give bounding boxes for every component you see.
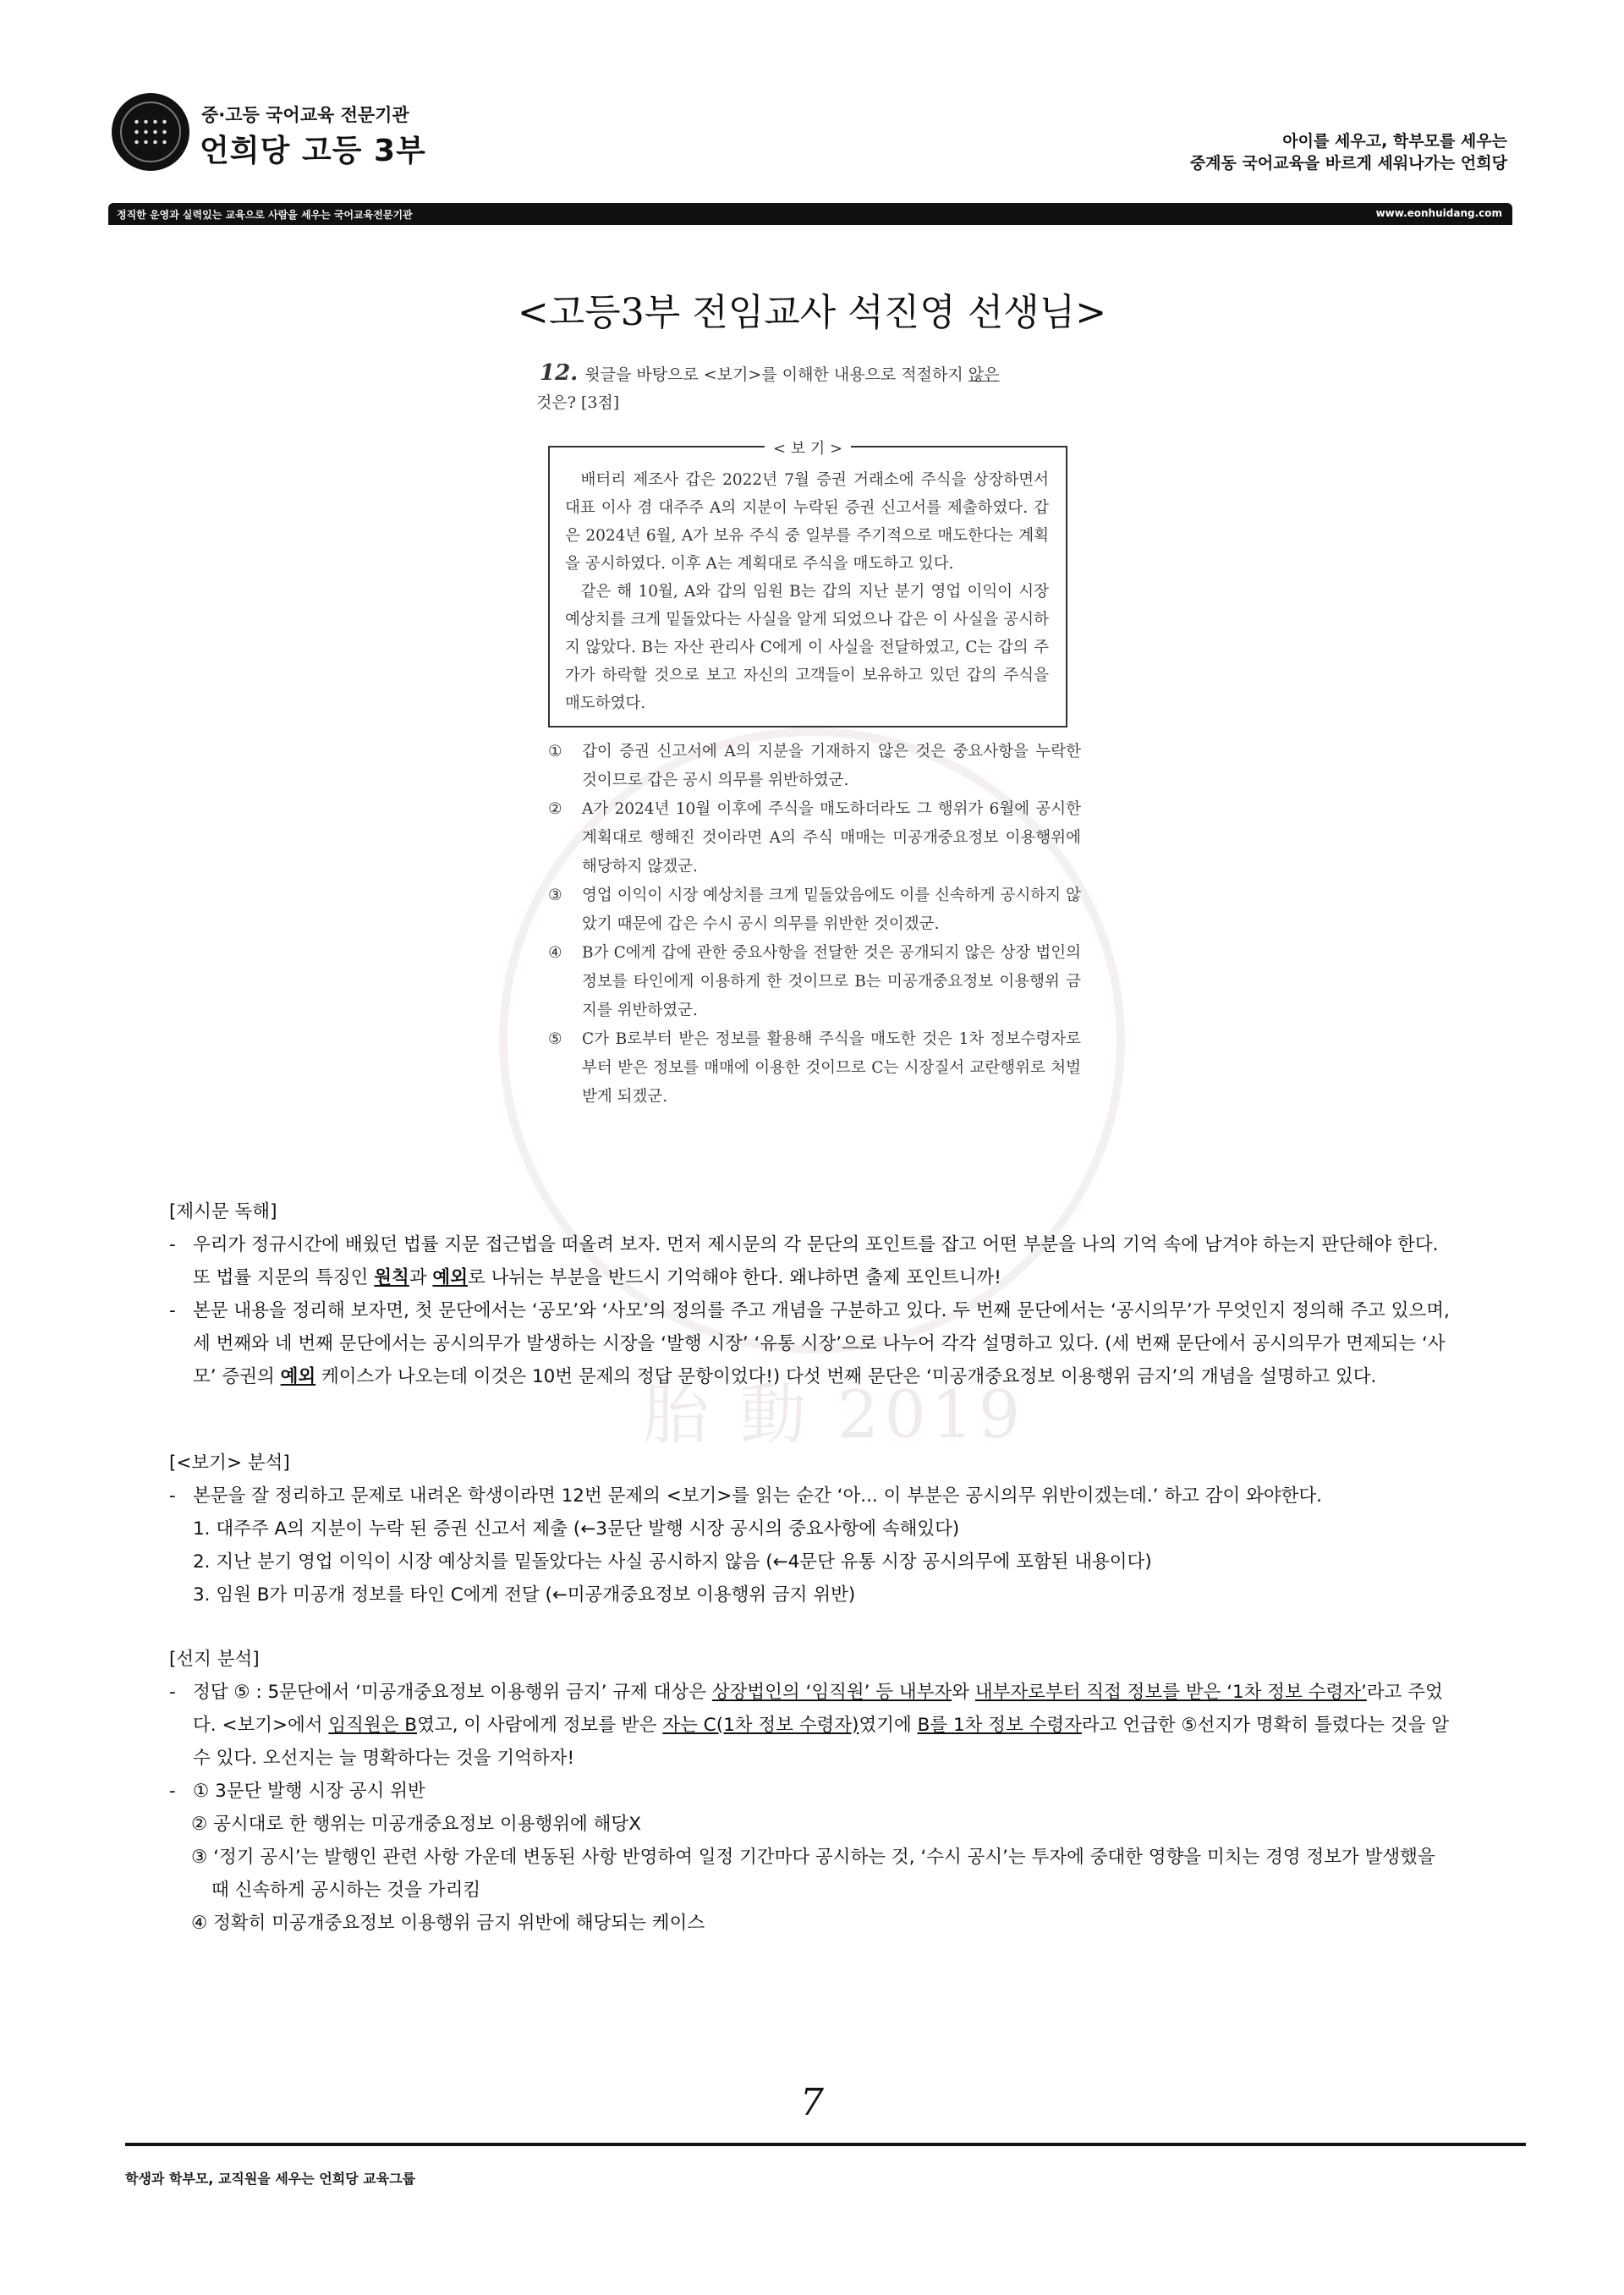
choice-mark: ③ <box>548 887 562 904</box>
bullet-item: - 본문 내용을 정리해 보자면, 첫 문단에서는 ‘공모’와 ‘사모’의 정의를 주고 개념을 구분하고 있다. 두 번째 문단에서는 ‘공시의무’가 무엇인지 정의해 주고 있으며, 세 번째와 네 번째 문단에서는 공시의무가 발생하는 시장을 ‘발행 시장’ ‘유통 시장’으로 나누어 각각 설명하고 있다. (세 번째 문단에서 공시의무가 면제되는 ‘사모’ 증권의 예외 케이스가 나오는데 이것은 10번 문제의 정답 문항이었다!) 다섯 번째 문단은 ‘미공개중요정보 이용행위 금지’의 개념을 설명하고 있다. <box>169 1300 1450 1387</box>
choice-text: 영업 이익이 시장 예상치를 크게 밑돌았음에도 이를 신속하게 공시하지 않았기 때문에 갑은 수시 공시 의무를 위반한 것이겠군. <box>582 887 1081 933</box>
list-item: ④ 정확히 미공개중요정보 이용행위 금지 위반에 해당되는 케이스 <box>191 1913 705 1934</box>
bullet-text: 과 <box>409 1267 433 1288</box>
bullet-text: 로 나뉘는 부분을 반드시 기억해야 한다. 왜냐하면 출제 포인트니까! <box>467 1267 1001 1288</box>
section-title: [<보기> 분석] <box>169 1452 290 1474</box>
choice-mark: ① <box>548 743 562 760</box>
choice-mark: ④ <box>548 944 562 962</box>
choice-list <box>548 738 1081 1112</box>
choice-text: A가 2024년 10월 이후에 주식을 매도하더라도 그 행위가 6월에 공시한 계획대로 행해진 것이라면 A의 주식 매매는 미공개중요정보 이용행위에 해당하지 않겠군. <box>582 800 1081 876</box>
page-title: <고등3부 전임교사 석진영 선생님> <box>517 291 1107 334</box>
eonhuidang-logo <box>112 93 189 171</box>
choice-1[interactable] <box>548 738 1081 795</box>
brand-subtitle: 중·고등 국어교육 전문기관 <box>201 105 409 125</box>
choice-text: B가 C에게 갑에 관한 중요사항을 전달한 것은 공개되지 않은 상장 법인의 정보를 타인에게 이용하게 한 것이므로 B는 미공개중요정보 이용행위 금지를 위반하였군. <box>582 944 1081 1019</box>
choice-analysis-section <box>169 1643 1455 1940</box>
bullet-item: - 본문을 잘 정리하고 문제로 내려온 학생이라면 12번 문제의 <보기>를 읽는 순간 ‘아... 이 부분은 공시의무 위반이겠는데.’ 하고 감이 와야한다. <box>169 1485 1323 1507</box>
question-emphasis: 않은 <box>968 365 1000 384</box>
bogi-box <box>548 440 1067 727</box>
list-item: 1. 대주주 A의 지분이 누락 된 증권 신고서 제출 (←3문단 발행 시장 공시의 중요사항에 속해있다) <box>193 1518 960 1540</box>
bullet-text: 본문을 잘 정리하고 문제로 내려온 학생이라면 12번 문제의 <보기>를 읽는 순간 ‘아... 이 부분은 공시의무 위반이겠는데.’ 하고 감이 와야한다. <box>193 1485 1323 1507</box>
footer-divider <box>125 2143 1526 2146</box>
question-stem-end: 것은? [3점] <box>536 393 620 412</box>
choice-text: C가 B로부터 받은 정보를 활용해 주식을 매도한 것은 1차 정보수령자로부터 받은 정보를 매매에 이용한 것이므로 C는 시장질서 교란행위로 처벌받게 되겠군. <box>582 1030 1081 1106</box>
bullet-text: 우리가 정규시간에 배웠던 법률 지문 접근법을 떠올려 보자. 먼저 제시문의 각 문단의 포인트를 잡고 어떤 부분을 나의 기억 속에 남겨야 하는지 판단해야 한다. 또 법률 지문의 특징인 <box>193 1234 1439 1288</box>
question-stem <box>536 360 1081 417</box>
bullet-text: 케이스가 나오는데 이것은 10번 문제의 정답 문항이었다!) 다섯 번째 문단은 ‘미공개중요정보 이용행위 금지’의 개념을 설명하고 있다. <box>315 1366 1377 1387</box>
keyword-principle: 원칙 <box>374 1267 409 1288</box>
list-item: 2. 지난 분기 영업 이익이 시장 예상치를 밑돌았다는 사실 공시하지 않음 (←4문단 유통 시장 공시의무에 포함된 내용이다) <box>193 1551 1152 1573</box>
keyword-exception: 예외 <box>280 1366 316 1387</box>
choice-4[interactable] <box>548 939 1081 1025</box>
underlined-text: B를 1차 정보 수령자 <box>917 1715 1082 1736</box>
choice-text: 갑이 증권 신고서에 A의 지분을 기재하지 않은 것은 중요사항을 누락한 것이므로 갑은 공시 의무를 위반하였군. <box>582 743 1081 789</box>
brand-title: 언희당 고등 3부 <box>200 134 426 168</box>
watermark-text: 胎 動 2019 <box>643 1377 1026 1453</box>
bullet-text: 였고, 이 사람에게 정보를 받은 <box>417 1715 663 1736</box>
bogi-paragraph: 같은 해 10월, A와 갑의 임원 B는 갑의 지난 분기 영업 이익이 시장 예상치를 크게 밑돌았다는 사실을 알게 되었으나 갑은 이 사실을 공시하지 않았다. B는 자산 관리사 C에게 이 사실을 전달하였고, C는 갑의 주가가 하락할 것으로 보고 자신의 고객들이 보유하고 있던 갑의 주식을 매도하였다. <box>565 583 1049 712</box>
list-item: ① 3문단 발행 시장 공시 위반 <box>193 1781 425 1802</box>
underlined-text: 자는 C(1차 정보 수령자) <box>662 1715 859 1736</box>
bogi-paragraph: 배터리 제조사 갑은 2022년 7월 증권 거래소에 주식을 상장하면서 대표 이사 겸 대주주 A의 지분이 누락된 증권 신고서를 제출하였다. 갑은 2024년 6월, A가 보유 주식 중 일부를 주기적으로 매도한다는 계획을 공시하였다. 이후 A는 계획대로 주식을 매도하고 있다. <box>565 471 1049 573</box>
header-bar-motto: 정직한 운영과 실력있는 교육으로 사람을 세우는 국어교육전문기관 <box>117 209 413 221</box>
question-number: 12. <box>540 360 579 386</box>
reading-analysis-section <box>169 1195 1455 1393</box>
keyword-exception: 예외 <box>432 1267 468 1288</box>
choice-5[interactable] <box>548 1025 1081 1112</box>
slogan-line-2: 중계동 국어교육을 바르게 세워나가는 언희당 <box>1189 154 1507 173</box>
list-item: ③ ‘정기 공시’는 발행인 관련 사항 가운데 변동된 사항 반영하여 일정 기간마다 공시하는 것, ‘수시 공시’는 투자에 중대한 영향을 미치는 경영 정보가 발생했을 때 신속하게 공시하는 것을 가리킴 <box>191 1847 1435 1901</box>
bullet-text: 본문 내용을 정리해 보자면, 첫 문단에서는 ‘공모’와 ‘사모’의 정의를 주고 개념을 구분하고 있다. 두 번째 문단에서는 ‘공시의무’가 무엇인지 정의해 주고 있으며, 세 번째와 네 번째 문단에서는 공시의무가 발생하는 시장을 ‘발행 시장’ ‘유통 시장’으로 나누어 각각 설명하고 있다. (세 번째 문단에서 공시의무가 면제되는 ‘사모’ 증권의 <box>193 1300 1450 1387</box>
question-12 <box>536 360 1081 1112</box>
bullet-text: 와 <box>952 1682 975 1703</box>
bullet-text: 정답 ⑤ : 5문단에서 ‘미공개중요정보 이용행위 금지’ 규제 대상은 <box>193 1682 712 1703</box>
page-number: 7 <box>800 2081 824 2124</box>
slogan-line-1: 아이를 세우고, 학부모를 세우는 <box>1282 132 1507 151</box>
bullet-text: 였기에 <box>859 1715 918 1736</box>
underlined-text: 상장법인의 ‘임직원’ 등 내부자 <box>711 1682 952 1703</box>
bogi-label: < 보 기 > <box>765 440 851 458</box>
underlined-text: 내부자로부터 직접 정보를 받은 ‘1차 정보 수령자’ <box>974 1682 1367 1703</box>
footer-text: 학생과 학부모, 교직원을 세우는 언희당 교육그룹 <box>125 2171 416 2187</box>
bullet-text: 라고 언급한 ⑤선지가 명확히 틀렸다는 것을 알 수 있다. 오선지는 늘 명확하다는 것을 기억하자! <box>193 1715 1450 1769</box>
question-stem-text: 윗글을 바탕으로 <보기>를 이해한 내용으로 적절하지 <box>584 365 968 384</box>
section-title: [제시문 독해] <box>169 1201 277 1222</box>
header-bar <box>108 203 1512 225</box>
section-title: [선지 분석] <box>169 1649 260 1670</box>
choice-2[interactable] <box>548 795 1081 881</box>
underlined-text: 임직원은 B <box>328 1715 418 1736</box>
bogi-analysis-section <box>169 1447 1455 1611</box>
choice-mark: ⑤ <box>548 1030 562 1048</box>
choice-3[interactable] <box>548 881 1081 939</box>
bullet-item: - ① 3문단 발행 시장 공시 위반 <box>169 1781 425 1802</box>
list-item: 3. 임원 B가 미공개 정보를 타인 C에게 전달 (←미공개중요정보 이용행위 금지 위반) <box>193 1584 856 1606</box>
website-link[interactable]: www.eonhuidang.com <box>1375 207 1502 219</box>
bullet-text: 라고 주었다. <보기>에서 <box>193 1682 1443 1736</box>
answer-explanation: - 정답 ⑤ : 5문단에서 ‘미공개중요정보 이용행위 금지’ 규제 대상은 상장법인의 ‘임직원’ 등 내부자와 내부자로부터 직접 정보를 받은 ‘1차 정보 수령자’라고 주었다. <보기>에서 임직원은 B였고, 이 사람에게 정보를 받은 자는 C(1차 정보 수령자)였기에 B를 1차 정보 수령자라고 언급한 ⑤선지가 명확히 틀렸다는 것을 알 수 있다. 오선지는 늘 명확하다는 것을 기억하자! <box>169 1682 1450 1769</box>
list-item: ② 공시대로 한 행위는 미공개중요정보 이용행위에 해당X <box>191 1814 641 1835</box>
bullet-item: - 우리가 정규시간에 배웠던 법률 지문 접근법을 떠올려 보자. 먼저 제시문의 각 문단의 포인트를 잡고 어떤 부분을 나의 기억 속에 남겨야 하는지 판단해야 한다. 또 법률 지문의 특징인 원칙과 예외로 나뉘는 부분을 반드시 기억해야 한다. 왜냐하면 출제 포인트니까! <box>169 1234 1439 1288</box>
slogan <box>1190 130 1507 174</box>
choice-mark: ② <box>548 800 562 818</box>
